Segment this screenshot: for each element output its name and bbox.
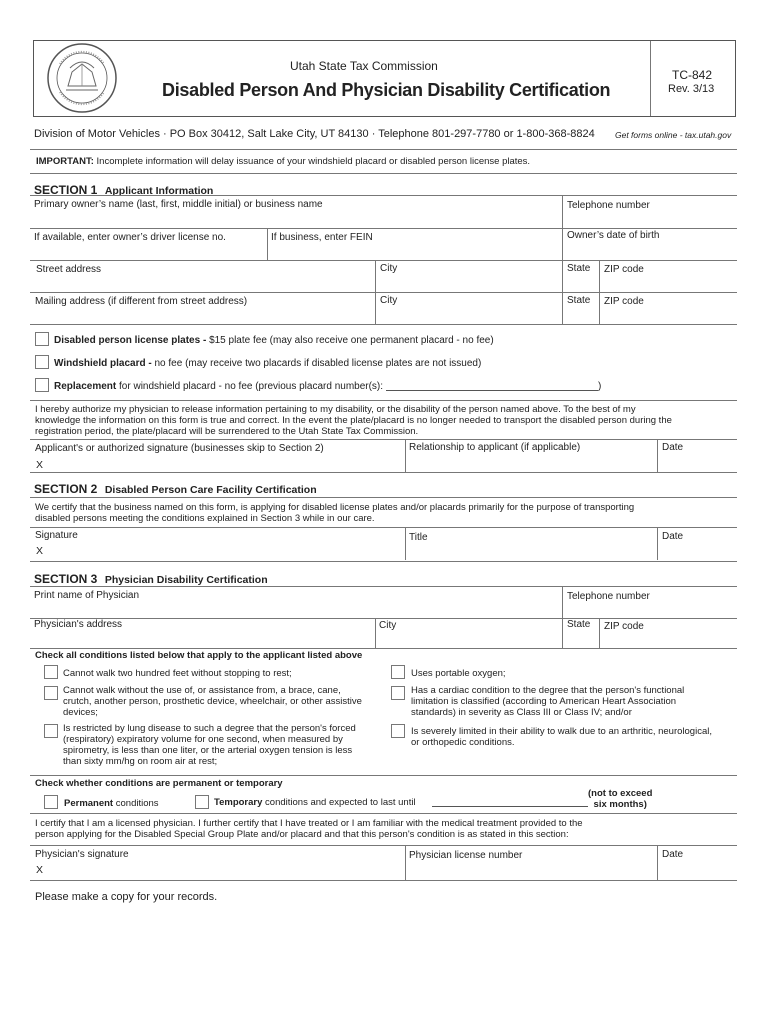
condition-walk-limited — [411, 726, 712, 748]
condition-line: (respiratory) expiratory volume for one second, when measured by — [63, 734, 343, 745]
condition-assistive-device-checkbox[interactable] — [44, 686, 58, 700]
condition-line: or orthopedic conditions. — [411, 737, 515, 748]
authorization-line: registration period, the plate/placard will be surrendered to the Utah State Tax Commission. — [35, 426, 419, 437]
section3-title: Physician Disability Certification — [104, 574, 268, 586]
not-exceed-line: (not to exceed — [588, 788, 653, 799]
applicant-signature-field[interactable]: Applicant's or authorized signature (businesses skip to Section 2) — [35, 443, 324, 454]
condition-lung-disease — [63, 723, 356, 767]
dob-field[interactable]: Owner’s date of birth — [567, 230, 660, 241]
placard-number-field[interactable] — [386, 390, 598, 391]
important-note — [36, 156, 530, 167]
permanent-desc: conditions — [115, 798, 159, 809]
section1-title: Applicant Information — [104, 185, 214, 197]
condition-oxygen: Uses portable oxygen; — [411, 668, 506, 679]
form-number: TC-842 — [672, 68, 713, 82]
physician-state-field[interactable]: State — [567, 619, 591, 630]
license-plates-option — [54, 335, 494, 346]
permanent-option — [64, 798, 159, 809]
facility-signature-field[interactable]: Signature — [35, 530, 78, 541]
condition-line: limitation is classified (according to American Heart Association — [411, 696, 677, 707]
section2-number: SECTION 2 — [34, 482, 98, 496]
mailing-zip-field[interactable]: ZIP code — [604, 296, 644, 307]
important-text: Incomplete information will delay issuance of your windshield placard or disabled person license plates. — [96, 156, 531, 167]
condition-walk-limited-checkbox[interactable] — [391, 724, 405, 738]
section2-title: Disabled Person Care Facility Certification — [104, 484, 317, 496]
physician-date-field[interactable]: Date — [662, 849, 684, 860]
condition-walk-200ft-checkbox[interactable] — [44, 665, 58, 679]
replacement-label: Replacement — [54, 381, 117, 392]
facility-title-field[interactable]: Title — [409, 532, 428, 543]
condition-line: Is severely limited in their ability to walk due to an arthritic, neurological, — [411, 726, 712, 737]
mailing-address-field[interactable]: Mailing address (if different from street address) — [35, 296, 248, 307]
condition-line: devices; — [63, 707, 98, 718]
agency-name: Utah State Tax Commission — [290, 59, 438, 73]
windshield-placard-desc: no fee (may receive two placards if disabled license plates are not issued) — [154, 358, 482, 369]
section1-number: SECTION 1 — [34, 183, 98, 197]
form-revision: Rev. 3/13 — [668, 83, 715, 95]
drivers-license-field[interactable]: If available, enter owner’s driver license no. — [34, 232, 226, 243]
rule — [30, 149, 737, 150]
owner-telephone-field[interactable]: Telephone number — [567, 200, 650, 211]
certification-line: I certify that I am a licensed physician. I further certify that I have treated or I am familiar with the medical treatment provided to the — [35, 818, 583, 829]
facility-date-field[interactable]: Date — [662, 531, 684, 542]
signature-x: X — [36, 545, 44, 557]
mailing-state-field[interactable]: State — [567, 295, 591, 306]
temporary-desc: conditions and expected to last until — [265, 797, 416, 808]
physician-telephone-field[interactable]: Telephone number — [567, 591, 650, 602]
state-field[interactable]: State — [567, 263, 591, 274]
physician-license-field[interactable]: Physician license number — [409, 850, 523, 861]
physician-address-field[interactable]: Physician's address — [34, 619, 123, 630]
temporary-until-field[interactable] — [432, 806, 588, 807]
physician-zip-field[interactable]: ZIP code — [604, 621, 644, 632]
permanent-label: Permanent — [64, 798, 114, 809]
license-plates-desc: $15 plate fee (may also receive one permanent placard - no fee) — [209, 335, 494, 346]
address-line: Division of Motor Vehicles · PO Box 30412, Salt Lake City, UT 84130 · Telephone 801-297-7780 or 1-800-368-8824 — [34, 128, 595, 140]
temporary-option — [214, 797, 416, 808]
condition-line: than sixty mm/hg on room air at rest; — [63, 756, 218, 767]
applicant-date-field[interactable]: Date — [662, 442, 684, 453]
signature-x: X — [36, 864, 44, 876]
fein-field[interactable]: If business, enter FEIN — [271, 232, 373, 243]
temporary-checkbox[interactable] — [195, 795, 209, 809]
condition-lung-disease-checkbox[interactable] — [44, 724, 58, 738]
permanence-instruction: Check whether conditions are permanent or temporary — [35, 778, 283, 789]
permanent-checkbox[interactable] — [44, 795, 58, 809]
physician-signature-field[interactable]: Physician's signature — [35, 849, 129, 860]
replacement-desc: for windshield placard - no fee (previous placard number(s): — [119, 381, 384, 392]
state-seal — [40, 42, 124, 114]
section1-heading — [34, 181, 213, 199]
license-plates-label: Disabled person license plates - — [54, 335, 207, 346]
temporary-label: Temporary — [214, 797, 263, 808]
authorization-text — [35, 404, 735, 437]
not-exceed-line: six months) — [593, 799, 647, 810]
mailing-city-field[interactable]: City — [380, 295, 398, 306]
condition-line: standards) in severity as Class III or Class IV; and/or — [411, 707, 632, 718]
primary-owner-field[interactable]: Primary owner’s name (last, first, middle initial) or business name — [34, 199, 323, 210]
authorization-line: knowledge the information on this form is true and correct. In the event the plate/placard is no longer needed to transport the disabled person during the — [35, 415, 672, 426]
replacement-close-paren: ) — [598, 381, 602, 392]
replacement-option — [54, 381, 383, 392]
physician-city-field[interactable]: City — [379, 620, 397, 631]
physician-name-field[interactable]: Print name of Physician — [34, 590, 140, 601]
condition-walk-200ft: Cannot walk two hundred feet without stopping to rest; — [63, 668, 292, 679]
condition-cardiac — [411, 685, 684, 718]
check-all-instruction: Check all conditions listed below that apply to the applicant listed above — [35, 650, 363, 661]
rule — [30, 195, 737, 196]
care-facility-line: disabled persons meeting the conditions explained in Section 3 while in our care. — [35, 513, 375, 524]
condition-line: crutch, another person, prosthetic device, wheelchair, or other assistive — [63, 696, 362, 707]
condition-cardiac-checkbox[interactable] — [391, 686, 405, 700]
physician-certification-text — [35, 818, 735, 840]
windshield-placard-label: Windshield placard - — [54, 358, 152, 369]
condition-line: Cannot walk without the use of, or assistance from, a brace, cane, — [63, 685, 341, 696]
city-field[interactable]: City — [380, 263, 398, 274]
care-facility-text — [35, 502, 735, 524]
license-plates-checkbox[interactable] — [35, 332, 49, 346]
header-box — [33, 40, 736, 117]
certification-line: person applying for the Disabled Special Group Plate and/or placard and that this person's condition is as stated in this section: — [35, 829, 569, 840]
care-facility-line: We certify that the business named on this form, is applying for disabled license plates and/or placards primarily for the purpose of transporting — [35, 502, 635, 513]
form-title: Disabled Person And Physician Disability Certification — [162, 80, 611, 100]
section2-heading — [34, 480, 317, 498]
condition-line: spirometry, is less than one liter, or the arterial oxygen tension is less — [63, 745, 353, 756]
windshield-placard-option — [54, 358, 481, 369]
footer-note: Please make a copy for your records. — [35, 891, 218, 903]
condition-line: Is restricted by lung disease to such a degree that the person's forced — [63, 723, 356, 734]
rule — [30, 173, 737, 174]
windshield-placard-checkbox[interactable] — [35, 355, 49, 369]
relationship-field[interactable]: Relationship to applicant (if applicable) — [409, 442, 581, 453]
condition-line: Has a cardiac condition to the degree that the person's functional — [411, 685, 685, 696]
not-exceed-note — [588, 788, 652, 810]
forms-online[interactable]: Get forms online - tax.utah.gov — [615, 130, 732, 140]
header-divider — [650, 41, 651, 116]
condition-oxygen-checkbox[interactable] — [391, 665, 405, 679]
street-address-field[interactable]: Street address — [36, 264, 102, 275]
authorization-line: I hereby authorize my physician to release information pertaining to my disability, or the disability of the person named above. To the best of my — [35, 404, 636, 415]
condition-assistive-device — [63, 685, 362, 718]
replacement-checkbox[interactable] — [35, 378, 49, 392]
section3-number: SECTION 3 — [34, 572, 98, 586]
zip-field[interactable]: ZIP code — [604, 264, 644, 275]
signature-x: X — [36, 459, 44, 471]
important-label: IMPORTANT: — [36, 156, 94, 167]
